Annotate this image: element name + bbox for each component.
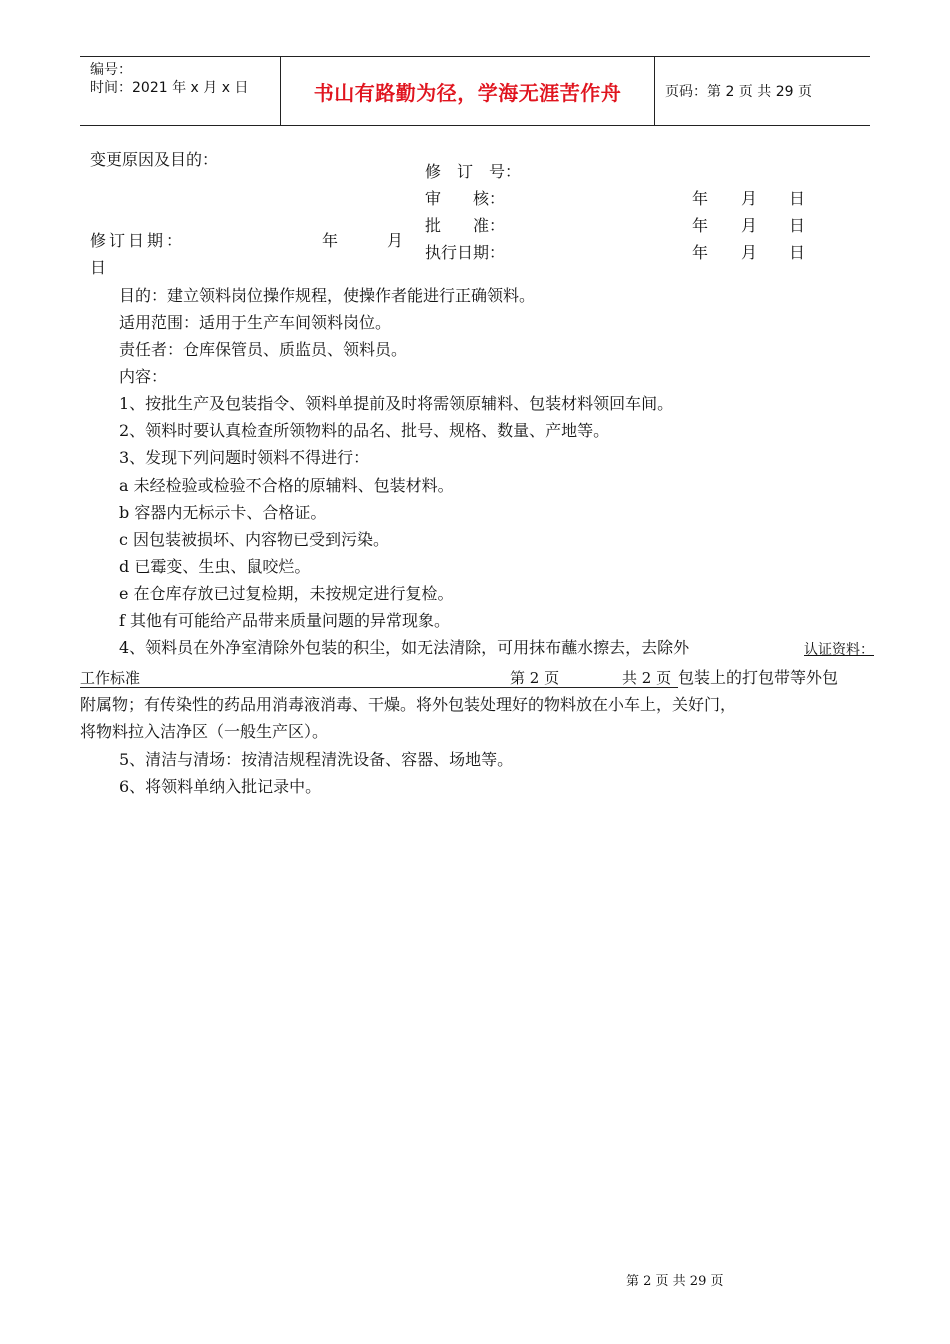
item-5: 5、清洁与清场：按清洁规程清洗设备、容器、场地等。 — [119, 750, 514, 769]
exec-date-label: 执行日期： — [425, 243, 506, 262]
item-3: 3、发现下列问题时领料不得进行： — [119, 448, 370, 467]
approve-year: 年 — [692, 216, 709, 235]
item-4-line4: 将物料拉入洁净区（一般生产区）。 — [80, 722, 329, 741]
item-6: 6、将领料单纳入批记录中。 — [119, 777, 322, 796]
revise-date-label: 修订日期： — [90, 231, 186, 250]
scope-text: 适用范围：适用于生产车间领料岗位。 — [119, 313, 392, 332]
review-month: 月 — [741, 189, 758, 208]
item-3c: c 因包装被损坏、内容物已受到污染。 — [119, 530, 390, 549]
cert-footer-line — [80, 668, 888, 688]
cert-total-pages: 共 2 页 — [622, 669, 672, 687]
change-reason-label: 变更原因及目的： — [90, 150, 219, 169]
item-3e: e 在仓库存放已过复检期，未按规定进行复检。 — [119, 584, 454, 603]
item-2: 2、领料时要认真检查所领物料的品名、批号、规格、数量、产地等。 — [119, 421, 610, 440]
item-4-line1: 4、领料员在外净室清除外包装的积尘，如无法清除，可用抹布蘸水擦去，去除外 — [119, 638, 690, 657]
item-4-line3: 附属物；有传染性的药品用消毒液消毒、干燥。将外包装处理好的物料放在小车上，关好门， — [80, 695, 737, 714]
item-1: 1、按批生产及包装指令、领料单提前及时将需领原辅料、包装材料领回车间。 — [119, 394, 674, 413]
work-standard-label: 工作标准 — [80, 669, 141, 687]
approve-day: 日 — [789, 216, 806, 235]
cert-underline — [80, 687, 678, 688]
motto: 书山有路勤为径，学海无涯苦作舟 — [313, 80, 622, 105]
header-motto-cell — [281, 57, 655, 125]
header-info-cell — [80, 57, 281, 125]
content-heading: 内容： — [119, 367, 168, 386]
time-label: 时间：2021 年 x 月 x 日 — [90, 80, 249, 96]
page-info: 页码：第 2 页 共 29 页 — [665, 84, 812, 100]
cert-label: 认证资料： — [804, 642, 874, 658]
review-year: 年 — [692, 189, 709, 208]
approve-label: 批 准： — [425, 216, 506, 235]
item-3d: d 已霉变、生虫、鼠咬烂。 — [119, 557, 311, 576]
revise-day: 日 — [90, 258, 107, 277]
item-3a: a 未经检验或检验不合格的原辅料、包装材料。 — [119, 476, 454, 495]
exec-day: 日 — [789, 243, 806, 262]
revision-number-label: 修 订 号： — [425, 162, 522, 181]
revise-year: 年 — [322, 231, 339, 250]
item-3f: f 其他有可能给产品带来质量问题的异常现象。 — [119, 611, 451, 630]
purpose-text: 目的：建立领料岗位操作规程，使操作者能进行正确领料。 — [119, 286, 536, 305]
page-footer-text: 第 2 页 共 29 页 — [626, 1274, 724, 1289]
exec-year: 年 — [692, 243, 709, 262]
exec-month: 月 — [741, 243, 758, 262]
number-label: 编号： — [90, 62, 132, 78]
cert-page-number: 第 2 页 — [510, 669, 560, 687]
review-day: 日 — [789, 189, 806, 208]
header-page-cell — [655, 57, 870, 125]
item-3b: b 容器内无标示卡、合格证。 — [119, 503, 327, 522]
approve-month: 月 — [741, 216, 758, 235]
document-header — [80, 56, 870, 126]
responsible-text: 责任者：仓库保管员、质监员、领料员。 — [119, 340, 408, 359]
revise-month: 月 — [387, 231, 404, 250]
item-4-line2: 包装上的打包带等外包 — [678, 668, 839, 687]
review-label: 审 核： — [425, 189, 506, 208]
